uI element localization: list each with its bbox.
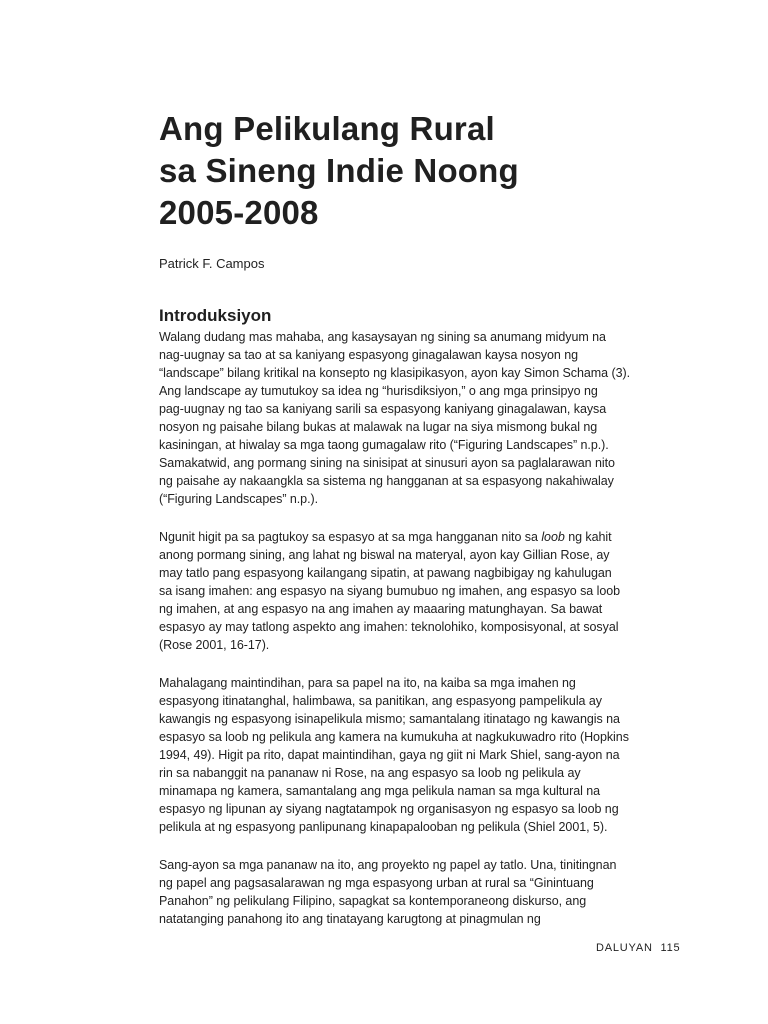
text-line: (Rose 2001, 16-17). bbox=[159, 638, 270, 652]
article-title bbox=[159, 108, 629, 234]
text-line: anong pormang sining, ang lahat ng biswal na materyal, ayon kay Gillian Rose, ay bbox=[159, 548, 610, 562]
text-line: minamapa ng kamera, samantalang ang mga pelikula naman sa mga kultural na bbox=[159, 784, 601, 798]
title-line: 2005-2008 bbox=[159, 194, 319, 231]
text-line: pag-uugnay ng tao sa kaniyang sarili sa espasyong kaniyang ginagalawan, kaysa bbox=[159, 402, 607, 416]
title-line: Ang Pelikulang Rural bbox=[159, 110, 495, 147]
paragraph-2 bbox=[159, 528, 629, 654]
title-line: sa Sineng Indie Noong bbox=[159, 152, 519, 189]
paragraph-4 bbox=[159, 856, 629, 928]
text-line: ng papel ang pagsasalarawan ng mga espasyong urban at rural sa “Ginintuang bbox=[159, 876, 594, 890]
text-line: nag-uugnay sa tao at sa kaniyang espasyong ginagalawan kaysa nosyon ng bbox=[159, 348, 579, 362]
text-line: espasyong itinatanghal, halimbawa, sa panitikan, ang espasyong pampelikula ay bbox=[159, 694, 602, 708]
journal-name: DALUYAN bbox=[596, 942, 653, 954]
text-line: Ang landscape ay tumutukoy sa idea ng “hurisdiksiyon,” o ang mga prinsipyo ng bbox=[159, 384, 598, 398]
text-line: (“Figuring Landscapes” n.p.). bbox=[159, 492, 319, 506]
paragraph-1 bbox=[159, 328, 629, 508]
author-name: Patrick F. Campos bbox=[159, 256, 265, 271]
text-line: Walang dudang mas mahaba, ang kasaysayan ng sining sa anumang midyum na bbox=[159, 330, 606, 344]
italic-term: loob bbox=[541, 530, 565, 544]
text-line: kawangis ng espasyong isinapelikula mismo; samantalang itinatago ng kawangis na bbox=[159, 712, 620, 726]
body-text bbox=[159, 328, 629, 948]
text-line: Panahon” ng pelikulang Filipino, sapagkat sa kontemporaneong diskurso, ang bbox=[159, 894, 587, 908]
text-line: espasyo sa loob ng pelikula ang kamera na kumukuha at nagkukuwadro rito (Hopkins bbox=[159, 730, 629, 744]
text-line: ng paisahe ay nakaangkla sa sistema ng hangganan at sa espasyong nakahiwalay bbox=[159, 474, 614, 488]
text-line: pelikula at ng espasyong panlipunang kinapapalooban ng pelikula (Shiel 2001, 5). bbox=[159, 820, 608, 834]
text-line: natatanging panahong ito ang tinatayang karugtong at pinagmulan ng bbox=[159, 912, 541, 926]
text-line: sa isang imahen: ang espasyo na siyang bumubuo ng imahen, ang espasyo sa loob bbox=[159, 584, 621, 598]
text-line: Mahalagang maintindihan, para sa papel na ito, na kaiba sa mga imahen ng bbox=[159, 676, 576, 690]
text-line: Samakatwid, ang pormang sining na sinisipat at sinusuri ayon sa paglalarawan nito bbox=[159, 456, 615, 470]
text-line: may tatlo pang espasyong kailangang sipatin, at pawang nagbibigay ng kahulugan bbox=[159, 566, 612, 580]
text-line: espasyo ng lipunan ay siyang nagtatampok ng organisasyon ng espasyo sa loob ng bbox=[159, 802, 619, 816]
text-line: kasiningan, at hiwalay sa mga taong gumagalaw rito (“Figuring Landscapes” n.p.). bbox=[159, 438, 609, 452]
text-line: nosyon ng paisahe bilang bukas at malawak na lugar na siya mismong bukal ng bbox=[159, 420, 598, 434]
page-number: 115 bbox=[660, 942, 681, 954]
text-segment: Ngunit higit pa sa pagtukoy sa espasyo at sa mga hangganan nito sa bbox=[159, 530, 542, 544]
text-line: “landscape” bilang kritikal na konsepto ng klasipikasyon, ayon kay Simon Schama (3). bbox=[159, 366, 631, 380]
text-line: rin sa nabanggit na pananaw ni Rose, na ang espasyo sa loob ng pelikula ay bbox=[159, 766, 581, 780]
text-line: espasyo ay may tatlong aspekto ang imahen: teknolohiko, komposisyonal, at sosyal bbox=[159, 620, 619, 634]
section-heading: Introduksiyon bbox=[159, 306, 272, 325]
text-line: Sang-ayon sa mga pananaw na ito, ang proyekto ng papel ay tatlo. Una, tinitingnan bbox=[159, 858, 617, 872]
text-line: 1994, 49). Higit pa rito, dapat maintindihan, gaya ng giit ni Mark Shiel, sang-ayon na bbox=[159, 748, 620, 762]
paragraph-3 bbox=[159, 674, 629, 836]
text-line: ng imahen, at ang espasyo na ang imahen ay maaaring matunghayan. Sa bawat bbox=[159, 602, 603, 616]
text-line bbox=[159, 528, 629, 546]
page-footer bbox=[596, 940, 680, 956]
text-segment: ng kahit bbox=[564, 530, 612, 544]
